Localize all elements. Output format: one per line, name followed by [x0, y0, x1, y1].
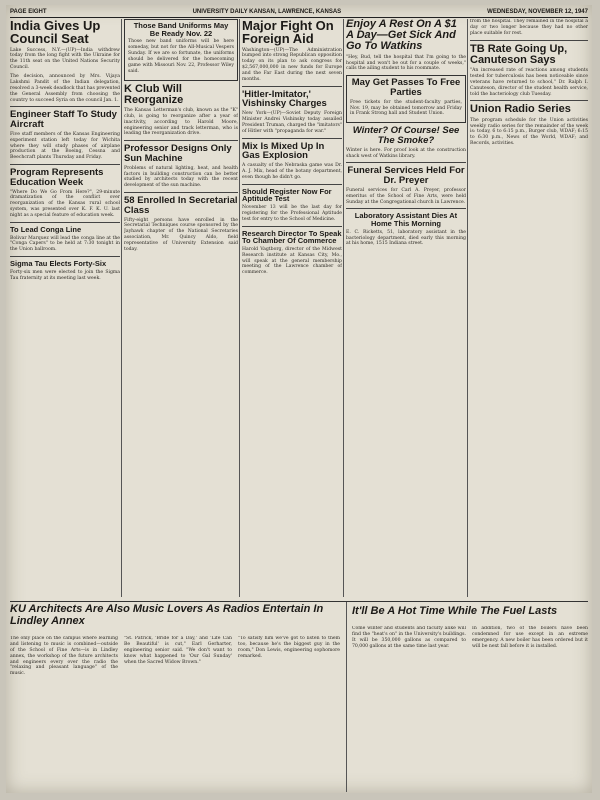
bottom-section — [10, 601, 588, 792]
column-3 — [242, 19, 342, 597]
column-4 — [346, 19, 466, 597]
article-fuel-p2: In addition, two of the boilers have been condemned for use except in an extreme emergency. A new boiler has been ordered but it will be next fall before it is installed. — [472, 626, 588, 649]
column-rule — [343, 19, 344, 597]
article-foreign-aid: Washington—(UP)—The Administration bumped into strong Republican opposition today on its plan to ask congress for $2,567,000,000 in new funds for Europe and the Far East during the next seven months. — [242, 47, 342, 82]
article-k-club: The Kansas Letterman's club, known as the "K" club, is going to reorganize after a year of inactivity, according to Harold Moore, engineering senior and track letterman, who is leading the reorganization drive. — [124, 107, 238, 137]
column-1 — [10, 19, 120, 597]
headline-secretarial: 58 Enrolled In Secretarial Class — [124, 195, 238, 216]
headline-lab-assistant: Laboratory Assistant Dies At Home This Morning — [354, 211, 458, 229]
article-watkins-continued: from the hospital. They remained in the hospital a day or two longer because they had no other place suitable for rest. — [470, 19, 588, 36]
headline-sun-machine: Professor Designs Only Sun Machine — [124, 143, 232, 165]
article-lab-assistant: E. C. Ricketts, 51, laboratory assistant in the bacteriology department, died early this morning at his home, 1515 Indiana street. — [346, 229, 466, 247]
article-program: "Where Do We Go From Here?", 29-minute dramatization of the conflict over reorganization of the Kansas rural school system, was presented over K. F. K. U. last night as a special feature of education week. — [10, 189, 120, 218]
article-free-parties: Free tickets for the student-faculty parties, Nov. 19, may be obtained tomorrow and Friday in Frank Strong hall and Student Union. — [350, 99, 462, 117]
headline-vishinsky: 'Hitler-Imitator,' Vishinsky Charges — [242, 88, 327, 110]
headline-conga: To Lead Conga Line — [10, 224, 82, 234]
column-rule — [121, 19, 122, 597]
headline-free-parties: May Get Passes To Free Parties — [351, 77, 461, 98]
divider — [10, 106, 120, 107]
headline-mix: Mix Is Mixed Up In Gas Explosion — [242, 140, 325, 162]
headline-preyer: Funeral Services Held For Dr. Preyer — [347, 165, 465, 187]
article-fuel-p1: Come winter and students and faculty alike will find the "heat's on" in the University's buildings. It will be 350,000 gallons as compared to 70,000 gallons at the same time last year. — [352, 626, 466, 649]
headline-k-club: K Club Will Reorganize — [124, 82, 184, 106]
article-union-radio: The program schedule for the Union activities weekly radio series for the remainder of the week is: today, 6 to 6:15 p.m., Burger club, WDAF; 6:15 to 6:30 p.m., News of the World, WDAF; and Records, activities. — [470, 117, 588, 147]
divider — [346, 162, 466, 163]
divider — [124, 192, 238, 193]
article-india-p2: The decision, announced by Mrs. Vijaya Lakshmi Pandit of the Indian delegation, resolved a 3-week deadlock that has prevented the General Assembly from choosing the country to succeed Syria on the council Jan. 1. — [10, 74, 120, 103]
article-india-p1: Lake Success, N.Y.—(UP)—India withdrew today from the long fight with the Ukraine for the 11th seat on the United Nations Security Council. — [10, 47, 120, 71]
headline-tb-rate: TB Rate Going Up, Canuteson Says — [470, 42, 568, 66]
article-architects-p2: "St. Patrick, 'Bride for a Day,' and 'Life Can Be Beautiful' is cut," Earl Gerharter, engineering senior said. "We don't want to know what happened to 'Our Gal Sunday' when the Sacred Widow Brown." — [124, 636, 232, 665]
article-conga: Bolivar Marquez will lead the conga line at the "Conga Capers" to be held at 7:30 tonight in the Union ballroom. — [10, 235, 120, 253]
masthead — [10, 7, 588, 18]
article-band: Those new band uniforms will be here someday, but not for the All-Musical Vespers Sunday. If we are so fortunate, the uniforms should be delivered for the homecoming game with Missouri Nov. 22, Professor Wiley said. — [128, 39, 234, 74]
article-engineer: Five staff members of the Kansas Engineering experiment station left today for Wichita where they will study phases of airplane production at the Boeing, Cessna and Beechcraft plants Thursday and Friday. — [10, 131, 120, 161]
article-research: Harold Vagtborg, director of the Midwest Research institute at Kansas City, Mo., will speak at the general membership meeting of the Lawrence chamber of commerce. — [242, 246, 342, 276]
headline-foreign-aid: Major Fight On Foreign Aid — [242, 19, 334, 47]
headline-architects: KU Architects Are Also Music Lovers As Radios Entertain In Lindley Annex — [10, 603, 324, 627]
page-number: PAGE EIGHT — [10, 9, 47, 15]
column-2 — [124, 19, 238, 597]
article-watkins: "Hey, Bud, tell the hospital that I'm going to the hospital and won't be out for a couple of weeks," calls the ailing student to his roommate. — [346, 54, 466, 72]
divider — [346, 208, 466, 209]
article-winter: Winter is here. For proof look at the construction shack west of Watkins library. — [346, 147, 466, 159]
newspaper-page — [6, 5, 592, 793]
divider — [10, 256, 120, 257]
divider — [242, 138, 342, 139]
article-architects-p1: The only place on the campus where learning and listening to music is combined—outside of the School of Fine Arts—is in Lindley annex, the workshop of the future architects and engineers every over the radio the "relaxing and pleasant language" of the music. — [10, 636, 118, 677]
article-sun-machine: Problems of natural lighting, heat, and health factors in building construction can be better studied by architects today with the recent development of the sun machine. — [124, 165, 238, 189]
divider — [242, 226, 342, 227]
divider — [470, 40, 588, 41]
column-rule — [346, 602, 347, 792]
architects-column-2 — [124, 636, 232, 790]
headline-fuel: It'll Be A Hot Time While The Fuel Lasts — [352, 605, 558, 617]
headline-research: Research Director To Speak To Chamber Of Commerce — [242, 228, 342, 246]
headline-watkins: Enjoy A Rest On A $1 A Day—Get Sick And Go To Watkins — [346, 19, 457, 53]
article-mix: A casualty of the Nebraska game was Dr. A. J. Mix, head of the botany department, even though he didn't go. — [242, 163, 342, 180]
divider — [242, 184, 342, 185]
free-parties-box — [346, 75, 466, 123]
fuel-column-1 — [352, 626, 466, 790]
column-rule — [239, 19, 240, 597]
band-uniforms-box — [124, 19, 238, 81]
column-rule — [467, 19, 468, 597]
article-preyer: Funeral services for Carl A. Preyer, professor emeritus of the School of Fine Arts, were held Sunday at the Congregational church in Lawrence. — [346, 187, 466, 205]
architects-column-1 — [10, 636, 118, 790]
article-architects-p3: "To satisfy him we've got to listen to them too, because he's the biggest guy in the room," Don Lewis, engineering sophomore remarked. — [238, 636, 340, 659]
divider — [10, 222, 120, 223]
headline-india: India Gives Up Council Seat — [10, 19, 101, 47]
article-sigma-tau: Forty-six men were elected to join the Sigma Tau fraternity at its meeting last week. — [10, 269, 120, 281]
article-secretarial: Fifty-eight persons have enrolled in the Secretarial Techniques course sponsored by the Jayhawk chapter of the National Secretaries association, Mr. Quincy Aldo, field representative of University Extension said today. — [124, 217, 238, 252]
headline-winter: Winter? Of Course! See The Smoke? — [352, 125, 460, 146]
column-5 — [470, 19, 588, 597]
headline-union-radio: Union Radio Series — [470, 103, 571, 116]
headline-sigma-tau: Sigma Tau Elects Forty-Six — [10, 259, 107, 269]
headline-aptitude: Should Register Now For Aptitude Test — [242, 186, 332, 204]
article-vishinsky: New York—(UP)—Soviet Deputy Foreign Minister Andrei Vishinsky today assailed President Truman, charged the "imitators" of Hitler with "propaganda for war." — [242, 111, 342, 134]
divider — [124, 140, 238, 141]
architects-column-3 — [238, 636, 340, 790]
divider — [10, 164, 120, 165]
article-aptitude: November 13 will be the last day for registering for the Professional Aptitude test for entry to the School of Medicine. — [242, 204, 342, 222]
headline-program: Program Represents Education Week — [10, 167, 104, 188]
divider — [242, 86, 342, 87]
article-tb-rate: "An increased rate of reactions among students tested for tuberculosis has been noticeable since veterans have returned to school," Dr. Ralph I. Canuteson, director of the student health service, told the bacteriology club Tuesday. — [470, 68, 588, 97]
issue-date: WEDNESDAY, NOVEMBER 12, 1947 — [487, 9, 588, 15]
fuel-column-2 — [472, 626, 588, 790]
headline-band: Those Band Uniforms May Be Ready Nov. 22 — [133, 21, 229, 38]
headline-engineer: Engineer Staff To Study Aircraft — [10, 109, 117, 131]
paper-name: UNIVERSITY DAILY KANSAN, LAWRENCE, KANSAS — [192, 9, 342, 15]
divider — [470, 100, 588, 101]
